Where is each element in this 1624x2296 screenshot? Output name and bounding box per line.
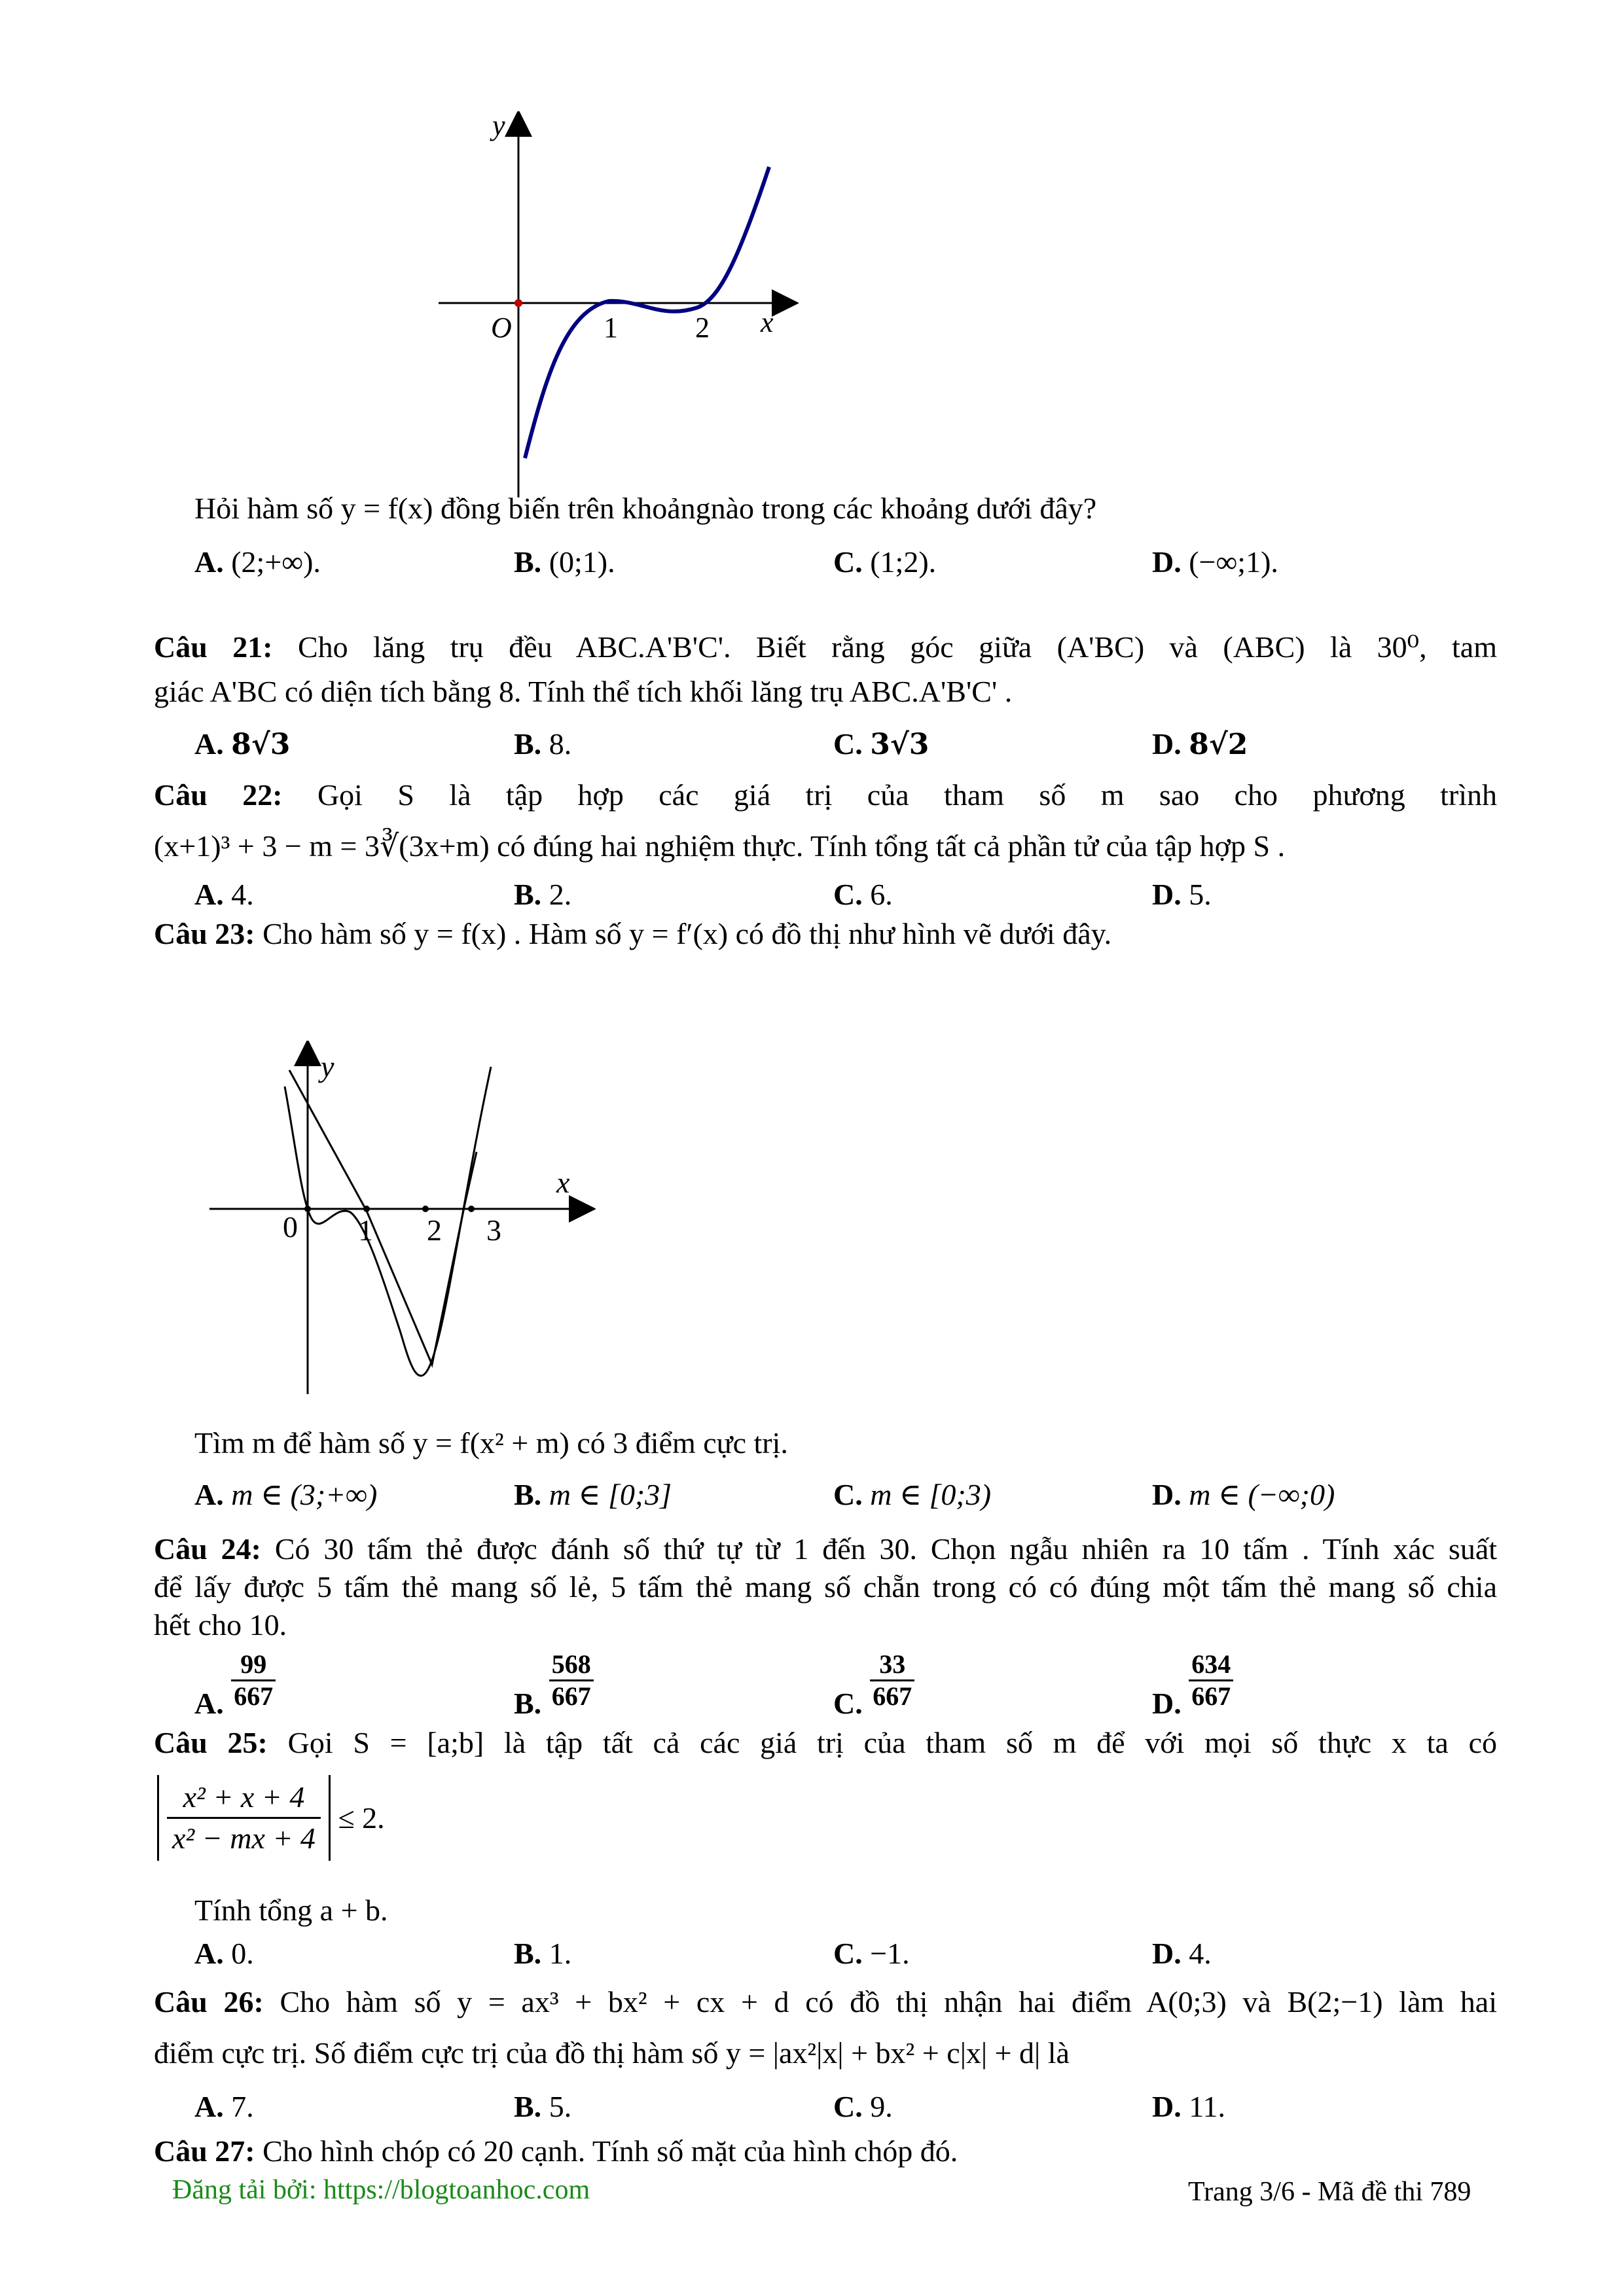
curve-line (289, 1070, 477, 1365)
q26-line1: Câu 26: Cho hàm số y = ax³ + bx² + cx + d có đồ thị nhận hai điểm A(0;3) và B(2;−1) làm hai (154, 1985, 1497, 2018)
q20-question: Hỏi hàm số y = f(x) đồng biến trên khoảngnào trong các khoảng dưới đây? (194, 492, 1097, 525)
q22-line1: Câu 22: Gọi S là tập hợp các giá trị của tham số m sao cho phương trình (154, 778, 1497, 812)
q25-option-b[interactable]: B. 1. (514, 1937, 572, 1970)
q21-option-d[interactable]: D. 8√2 (1152, 727, 1248, 761)
q21-option-a[interactable]: A. 8√3 (194, 727, 291, 761)
q23-question: Tìm m để hàm số y = f(x² + m) có 3 điểm cực trị. (194, 1426, 788, 1460)
y-axis-label: y (321, 1050, 334, 1083)
q25-option-c[interactable]: C. −1. (833, 1937, 910, 1970)
q23-line1: Câu 23: Cho hàm số y = f(x) . Hàm số y = f′(x) có đồ thị như hình vẽ dưới đây. (154, 917, 1112, 950)
graph-derivative (203, 1041, 596, 1407)
q26-option-b[interactable]: B. 5. (514, 2090, 572, 2123)
q25-question: Tính tổng a + b. (194, 1893, 388, 1927)
q23-option-a[interactable]: A. m ∈ (3;+∞) (194, 1478, 378, 1511)
y-axis-label: y (492, 111, 505, 141)
q20-option-d[interactable]: D. (−∞;1). (1152, 545, 1278, 579)
x-axis-label: x (556, 1166, 570, 1199)
q24-line3: hết cho 10. (154, 1608, 287, 1641)
q25-option-d[interactable]: D. 4. (1152, 1937, 1212, 1970)
q24-option-b[interactable]: B. $\frac{568}{667}$ (514, 1649, 594, 1723)
graph-cubic (432, 111, 799, 504)
tick-label-1: 1 (358, 1213, 373, 1247)
q22-option-b[interactable]: B. 2. (514, 878, 572, 911)
q20-option-c[interactable]: C. (1;2). (833, 545, 937, 579)
q23-option-d[interactable]: D. m ∈ (−∞;0) (1152, 1478, 1335, 1511)
tick-label-3: 3 (486, 1213, 501, 1247)
q24-option-c[interactable]: C. $\frac{33}{667}$ (833, 1649, 914, 1723)
q22-line2: (x+1)³ + 3 − m = 3∛(3x+m) có đúng hai nghiệm thực. Tính tổng tất cả phần tử của tập hợp S . (154, 829, 1286, 863)
q25-inequality: $\frac{\text{x² + x + 4}}{\text{x² − mx + 4}}$ ≤ 2. (157, 1775, 385, 1861)
q21-line2: giác A'BC có diện tích bằng 8. Tính thể tích khối lăng trụ ABC.A'B'C' . (154, 675, 1013, 708)
q21-option-c[interactable]: C. 3√3 (833, 727, 929, 761)
tick-label-0: 0 (283, 1210, 298, 1244)
q24-option-d[interactable]: D. $\frac{634}{667}$ (1152, 1649, 1233, 1723)
q23-option-c[interactable]: C. m ∈ [0;3) (833, 1478, 992, 1511)
cubic-curve (525, 167, 769, 458)
origin-point (514, 299, 522, 307)
q22-option-c[interactable]: C. 6. (833, 878, 893, 911)
point-1 (363, 1206, 370, 1212)
q27-line1: Câu 27: Cho hình chóp có 20 cạnh. Tính số mặt của hình chóp đó. (154, 2134, 958, 2168)
q21-line1: Câu 21: Cho lăng trụ đều ABC.A'B'C'. Biết rằng góc giữa (A'BC) và (ABC) là 30⁰, tam (154, 630, 1498, 664)
q24-line1: Câu 24: Có 30 tấm thẻ được đánh số thứ tự từ 1 đến 30. Chọn ngẫu nhiên ra 10 tấm . Tính xác suất (154, 1532, 1498, 1566)
origin-label: O (491, 312, 512, 344)
q26-option-a[interactable]: A. 7. (194, 2090, 254, 2123)
q22-option-d[interactable]: D. 5. (1152, 878, 1212, 911)
point-2 (422, 1206, 429, 1212)
q26-option-d[interactable]: D. 11. (1152, 2090, 1226, 2123)
q26-option-c[interactable]: C. 9. (833, 2090, 893, 2123)
q25-option-a[interactable]: A. 0. (194, 1937, 254, 1970)
point-3 (468, 1206, 475, 1212)
q26-line2: điểm cực trị. Số điểm cực trị của đồ thị hàm số y = |ax²|x| + bx² + c|x| + d| là (154, 2036, 1070, 2070)
q23-option-b[interactable]: B. m ∈ [0;3] (514, 1478, 672, 1511)
q25-line1: Câu 25: Gọi S = [a;b] là tập tất cả các giá trị của tham số m để với mọi số thực x ta có (154, 1726, 1498, 1759)
footer-page-number: Trang 3/6 - Mã đề thi 789 (1188, 2177, 1471, 2207)
q22-option-a[interactable]: A. 4. (194, 878, 254, 911)
tick-label-1: 1 (604, 312, 618, 344)
x-axis-label: x (761, 306, 774, 338)
footer-source[interactable]: Đăng tải bởi: https://blogtoanhoc.com (172, 2175, 590, 2205)
q20-option-b[interactable]: B. (0;1). (514, 545, 615, 579)
q24-line2: để lấy được 5 tấm thẻ mang số lẻ, 5 tấm thẻ mang số chẵn trong có có đúng một tấm thẻ mang số chia (154, 1570, 1497, 1604)
q20-option-a[interactable]: A. (2;+∞). (194, 545, 321, 579)
point-0 (304, 1206, 311, 1212)
q24-option-a[interactable]: A. $\frac{99}{667}$ (194, 1649, 276, 1723)
tick-label-2: 2 (695, 312, 710, 344)
curve-fprime (285, 1067, 491, 1376)
q21-option-b[interactable]: B. 8. (514, 727, 572, 761)
tick-label-2: 2 (427, 1213, 442, 1247)
